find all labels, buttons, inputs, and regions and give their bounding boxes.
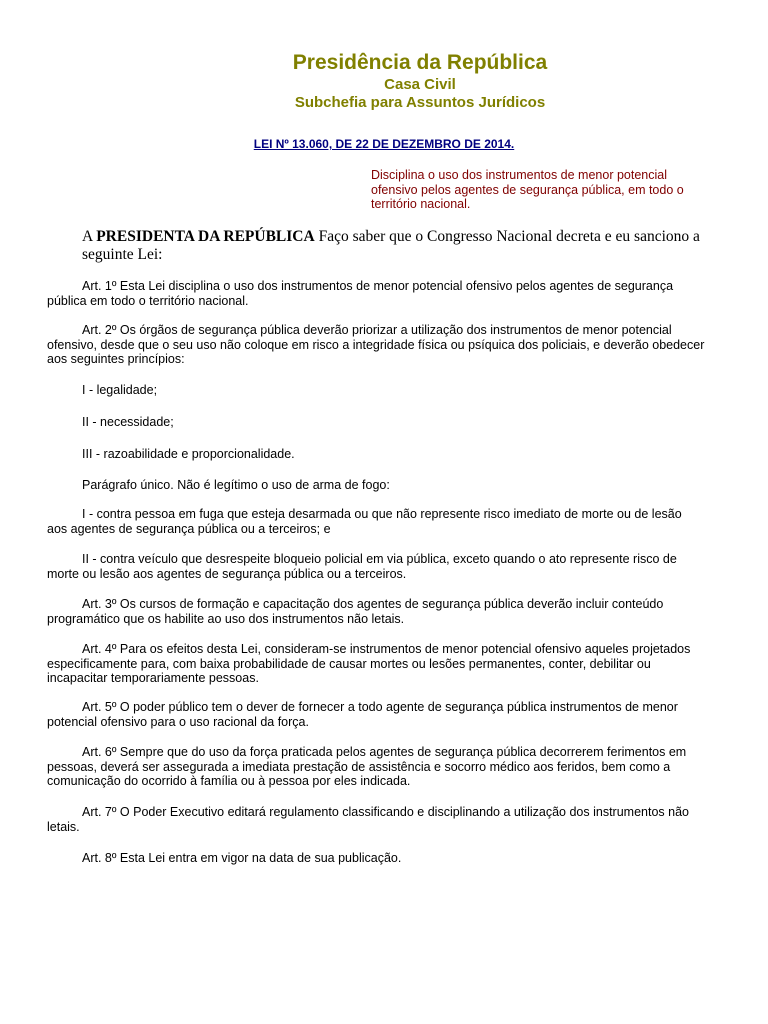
article-paragraph (47, 851, 712, 866)
article-paragraph (47, 478, 712, 493)
article-first-line: Art. 2º Os órgãos de segurança pública deverão priorizar a utilização dos instrumentos de menor potencial (82, 323, 672, 337)
article-paragraph (47, 447, 712, 462)
article-paragraph (47, 597, 712, 626)
article-first-line: Art. 1º Esta Lei disciplina o uso dos instrumentos de menor potencial ofensivo pelos agentes de segurança (82, 279, 674, 293)
page-header (0, 50, 768, 112)
article-continuation: potencial ofensivo para o uso racional da força. (47, 714, 309, 729)
article-continuation: pessoas, deverá ser assegurada a imediata prestação de assistência e socorro médico aos feridos, bem como a comunicação do ocorrido à família ou à pessoa por eles indicada. (47, 759, 671, 788)
article-first-line: I - contra pessoa em fuga que esteja desarmada ou que não represente risco imediato de morte ou de lesão (82, 507, 682, 521)
law-ementa: Disciplina o uso dos instrumentos de menor potencial ofensivo pelos agentes de segurança pública, em todo o território nacional. (371, 168, 684, 211)
article-first-line: II - necessidade; (82, 415, 174, 429)
article-first-line: Art. 6º Sempre que do uso da força praticada pelos agentes de segurança pública decorrerem ferimentos em (82, 745, 687, 759)
article-paragraph (47, 745, 712, 789)
header-subchefia: Subchefia para Assuntos Jurídicos (294, 94, 546, 111)
article-paragraph (47, 383, 712, 398)
article-first-line: Art. 5º O poder público tem o dever de fornecer a todo agente de segurança pública instrumentos de menor (82, 700, 678, 714)
preamble-president: PRESIDENTA DA REPÚBLICA (96, 228, 315, 245)
article-first-line: Art. 4º Para os efeitos desta Lei, consideram-se instrumentos de menor potencial ofensivo aqueles projetados (82, 642, 691, 656)
article-first-line: Art. 3º Os cursos de formação e capacitação dos agentes de segurança pública deverão incluir conteúdo (82, 597, 664, 611)
article-continuation: pública em todo o território nacional. (47, 293, 249, 308)
header-subtitle: Casa Civil (384, 76, 456, 93)
article-first-line: III - razoabilidade e proporcionalidade. (82, 447, 295, 461)
article-first-line: Art. 7º O Poder Executivo editará regulamento classificando e disciplinando a utilização dos instrumentos não (82, 805, 689, 819)
article-continuation: aos agentes de segurança pública ou a terceiros; e (47, 521, 331, 536)
article-continuation: morte ou lesão aos agentes de segurança pública ou a terceiros. (47, 566, 407, 581)
article-paragraph (47, 279, 712, 308)
article-paragraph (47, 642, 712, 686)
article-paragraph (47, 507, 712, 536)
preamble-text: Faço saber que o Congresso Nacional decreta e eu sanciono a seguinte Lei: (82, 228, 700, 263)
article-first-line: Art. 8º Esta Lei entra em vigor na data de sua publicação. (82, 851, 402, 865)
article-first-line: Parágrafo único. Não é legítimo o uso de arma de fogo: (82, 478, 390, 492)
preamble-lead: A (82, 228, 97, 245)
article-first-line: I - legalidade; (82, 383, 158, 397)
article-first-line: II - contra veículo que desrespeite bloqueio policial em via pública, exceto quando o ato represente risco de (82, 552, 677, 566)
law-title-link[interactable]: LEI Nº 13.060, DE 22 DE DEZEMBRO DE 2014. (253, 137, 515, 151)
article-continuation: especificamente para, com baixa probabilidade de causar mortes ou lesões permanentes, conter, debilitar ou incapacitar temporariamente pessoas. (47, 656, 651, 685)
article-paragraph (47, 552, 712, 581)
preamble (82, 228, 722, 263)
article-paragraph (47, 415, 712, 430)
article-continuation: letais. (47, 819, 80, 834)
article-paragraph (47, 700, 712, 729)
header-title: Presidência da República (292, 51, 548, 74)
article-paragraph (47, 805, 712, 834)
article-continuation: programático que os habilite ao uso dos instrumentos não letais. (47, 611, 405, 626)
article-paragraph (47, 323, 712, 367)
article-continuation: ofensivo, desde que o seu uso não coloque em risco a integridade física ou psíquica dos policiais, e deverão obedecer aos seguintes princípios: (47, 337, 705, 366)
